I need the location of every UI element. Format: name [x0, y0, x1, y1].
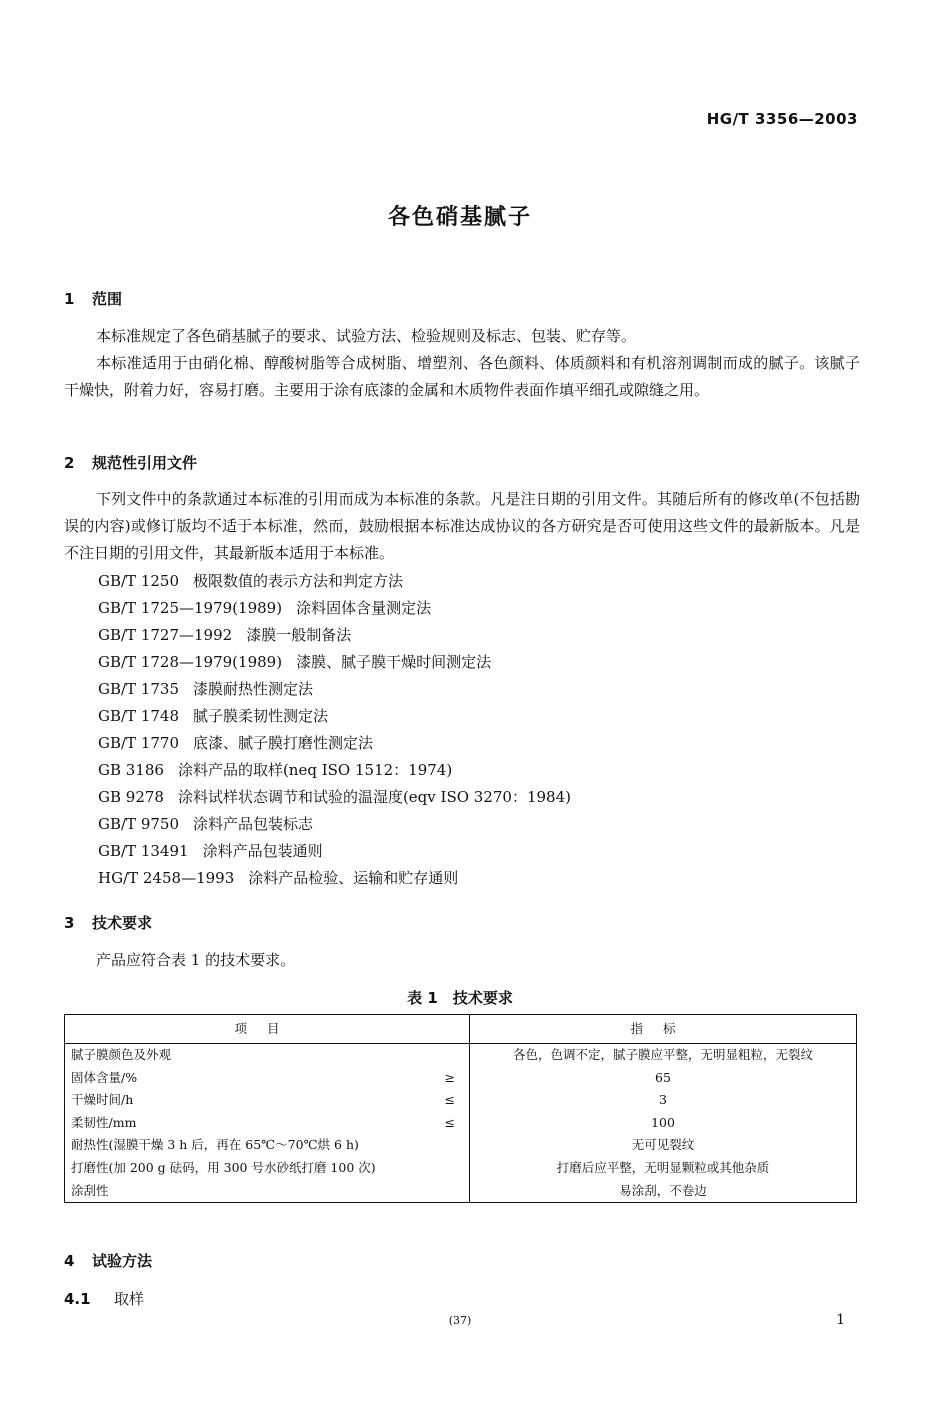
table-cell-value: 65 — [655, 1069, 671, 1085]
table-row — [65, 1089, 857, 1112]
subsection-number: 4.1 — [64, 1290, 91, 1308]
section-title: 范围 — [92, 290, 123, 308]
table-header-item: 项目 — [65, 1015, 470, 1044]
table-cell-value: 3 — [659, 1092, 667, 1108]
reference-item — [98, 570, 403, 591]
reference-title: 极限数值的表示方法和判定方法 — [193, 572, 404, 590]
item-label: 涂刮性 — [71, 1182, 109, 1198]
section-number: 2 — [64, 454, 75, 472]
reference-code: GB/T 1748 — [98, 707, 180, 725]
section-number: 3 — [64, 914, 75, 932]
reference-item — [98, 651, 491, 672]
table-header-value: 指标 — [470, 1015, 857, 1044]
reference-item — [98, 867, 458, 888]
item-label: 腻子膜颜色及外观 — [71, 1047, 172, 1062]
table-cell-value: 无可见裂纹 — [631, 1137, 695, 1153]
section-2-heading — [64, 452, 197, 473]
section-4-heading — [64, 1250, 152, 1271]
table-cell-item — [65, 1089, 470, 1112]
reference-code: GB/T 1770 — [98, 734, 180, 752]
reference-item — [98, 624, 351, 645]
item-label: 柔韧性/mm — [71, 1114, 137, 1130]
reference-title: 涂料产品包装通则 — [202, 842, 323, 860]
item-label: 固体含量/% — [71, 1069, 138, 1085]
table-row — [65, 1157, 857, 1180]
reference-item — [98, 678, 313, 699]
section-3-heading — [64, 912, 152, 933]
table-cell-value: 易涂刮，不卷边 — [619, 1182, 707, 1198]
reference-code: GB/T 13491 — [98, 842, 189, 860]
table-cell-value: 打磨后应平整，无明显颗粒或其他杂质 — [556, 1159, 770, 1175]
page-number: 1 — [836, 1312, 845, 1328]
reference-code: GB/T 1725—1979(1989) — [98, 599, 283, 617]
reference-code: GB/T 1250 — [98, 572, 180, 590]
section-2-paragraph-1: 下列文件中的条款通过本标准的引用而成为本标准的条款。凡是注日期的引用文件。其随后所有的修改单(不包括勘误的内容)或修订版均不适于本标准，然而，鼓励根据本标准达成协议的各方研究是否可使用这些文件的最新版本。凡是不注日期的引用文件，其最新版本适用于本标准。 — [64, 490, 860, 562]
table-cell-value: 100 — [651, 1114, 675, 1130]
reference-title: 腻子膜柔韧性测定法 — [193, 707, 329, 725]
reference-item — [98, 705, 328, 726]
reference-title: 涂料产品包装标志 — [193, 815, 314, 833]
table-cell-value: 各色，色调不定，腻子膜应平整，无明显粗粒，无裂纹 — [512, 1047, 813, 1062]
reference-title: 漆膜一般制备法 — [246, 626, 352, 644]
reference-title: 漆膜、腻子膜干燥时间测定法 — [296, 653, 492, 671]
comparison-symbol: ≤ — [444, 1114, 455, 1130]
reference-title: 底漆、腻子膜打磨性测定法 — [193, 734, 374, 752]
section-number: 1 — [64, 290, 75, 308]
section-1-paragraph-1: 本标准规定了各色硝基腻子的要求、试验方法、检验规则及标志、包装、贮存等。 — [96, 327, 637, 345]
table-row — [65, 1134, 857, 1157]
table-cell-item — [65, 1180, 470, 1203]
section-title: 规范性引用文件 — [92, 454, 198, 472]
section-title: 试验方法 — [92, 1252, 153, 1270]
reference-code: GB/T 9750 — [98, 815, 180, 833]
item-label: 耐热性(湿膜干燥 3 h 后，再在 65℃～70℃烘 6 h) — [71, 1137, 359, 1153]
reference-title: 涂料产品的取样(neq ISO 1512：1974) — [177, 761, 453, 779]
section-3-paragraph-1: 产品应符合表 1 的技术要求。 — [96, 951, 296, 969]
reference-code: GB/T 1728—1979(1989) — [98, 653, 283, 671]
section-1-heading — [64, 288, 122, 309]
document-title: 各色硝基腻子 — [387, 205, 532, 230]
table-cell-item — [65, 1112, 470, 1135]
comparison-symbol: ≥ — [444, 1069, 455, 1085]
reference-title: 涂料产品检验、运输和贮存通则 — [248, 869, 459, 887]
reference-item — [98, 786, 571, 807]
table-caption: 表 1 技术要求 — [407, 989, 513, 1007]
table-header-row — [65, 1015, 857, 1044]
requirements-table — [64, 1014, 857, 1203]
item-label: 干燥时间/h — [71, 1092, 134, 1108]
item-label: 打磨性(加 200 g 砝码，用 300 号水砂纸打磨 100 次) — [71, 1159, 376, 1175]
standard-code: HG/T 3356—2003 — [706, 110, 858, 128]
reference-title: 漆膜耐热性测定法 — [193, 680, 314, 698]
subsection-title: 取样 — [114, 1290, 145, 1308]
reference-title: 涂料试样状态调节和试验的温湿度(eqv ISO 3270：1984) — [177, 788, 571, 806]
section-1-paragraph-2: 本标准适用于由硝化棉、醇酸树脂等合成树脂、增塑剂、各色颜料、体质颜料和有机溶剂调制而成的腻子。该腻子干燥快，附着力好，容易打磨。主要用于涂有底漆的金属和木质物件表面作填平细孔或隙缝之用。 — [64, 354, 860, 399]
section-title: 技术要求 — [92, 914, 153, 932]
reference-item — [98, 759, 452, 780]
reference-item — [98, 597, 431, 618]
reference-item — [98, 732, 373, 753]
reference-item — [98, 840, 323, 861]
reference-code: GB 9278 — [98, 788, 164, 806]
reference-title: 涂料固体含量测定法 — [296, 599, 432, 617]
table-row — [65, 1044, 857, 1067]
table-row — [65, 1112, 857, 1135]
reference-code: GB/T 1735 — [98, 680, 180, 698]
table-cell-item — [65, 1157, 470, 1180]
table-row — [65, 1180, 857, 1203]
section-4-1-heading — [64, 1288, 144, 1309]
footer-page-marker: (37) — [448, 1314, 472, 1327]
reference-code: GB 3186 — [98, 761, 164, 779]
reference-code: GB/T 1727—1992 — [98, 626, 233, 644]
reference-item — [98, 813, 313, 834]
section-number: 4 — [64, 1252, 75, 1270]
table-cell-item — [65, 1044, 470, 1067]
comparison-symbol: ≤ — [444, 1092, 455, 1108]
reference-code: HG/T 2458—1993 — [98, 869, 235, 887]
table-cell-item — [65, 1067, 470, 1090]
table-cell-item — [65, 1134, 470, 1157]
table-row — [65, 1067, 857, 1090]
